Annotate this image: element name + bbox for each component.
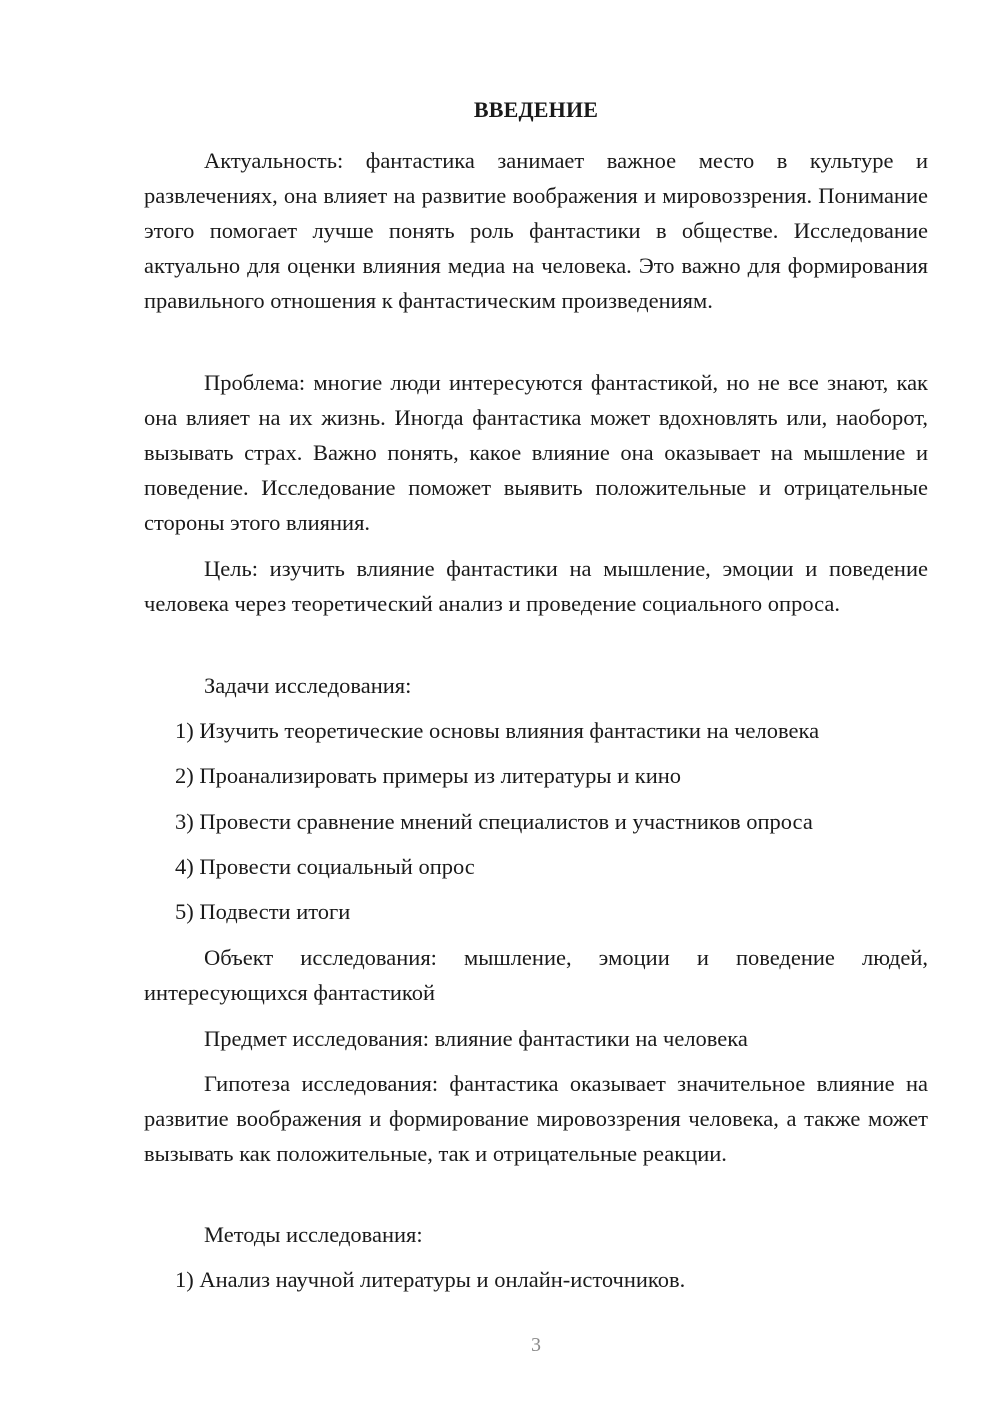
task-item: 2) Проанализировать примеры из литературы и кино <box>175 763 682 788</box>
task-item: 3) Провести сравнение мнений специалистов и участников опроса <box>175 809 813 834</box>
section-heading: ВВЕДЕНИЕ <box>473 97 599 122</box>
task-item: 1) Изучить теоретические основы влияния фантастики на человека <box>175 718 820 743</box>
object-paragraph: Объект исследования: мышление, эмоции и поведение людей, интересующихся фантастикой <box>144 945 928 1005</box>
methods-title: Методы исследования: <box>204 1222 423 1247</box>
method-item: 1) Анализ научной литературы и онлайн-источников. <box>175 1267 686 1292</box>
hypothesis-paragraph: Гипотеза исследования: фантастика оказывает значительное влияние на развитие воображения и формирование мировоззрения человека, а также может вызывать как положительные, так и отрицательные реакции. <box>144 1071 928 1166</box>
problem-paragraph: Проблема: многие люди интересуются фантастикой, но не все знают, как она влияет на их жизнь. Иногда фантастика может вдохновлять или, наоборот, вызывать страх. Важно понять, какое влияние она оказывает на мышление и поведение. Исследование поможет выявить положительные и отрицательные стороны этого влияния. <box>144 370 928 535</box>
subject-paragraph: Предмет исследования: влияние фантастики на человека <box>204 1026 748 1051</box>
task-item: 5) Подвести итоги <box>175 899 351 924</box>
task-item: 4) Провести социальный опрос <box>175 854 475 879</box>
goal-paragraph: Цель: изучить влияние фантастики на мышление, эмоции и поведение человека через теоретический анализ и проведение социального опроса. <box>144 556 928 616</box>
page-number: 3 <box>531 1334 541 1356</box>
relevance-paragraph: Актуальность: фантастика занимает важное место в культуре и развлечениях, она влияет на развитие воображения и мировоззрения. Понимание этого помогает лучше понять роль фантастики в обществе. Исследование актуально для оценки влияния медиа на человека. Это важно для формирования правильного отношения к фантастическим произведениям. <box>144 148 928 313</box>
tasks-title: Задачи исследования: <box>204 673 412 698</box>
